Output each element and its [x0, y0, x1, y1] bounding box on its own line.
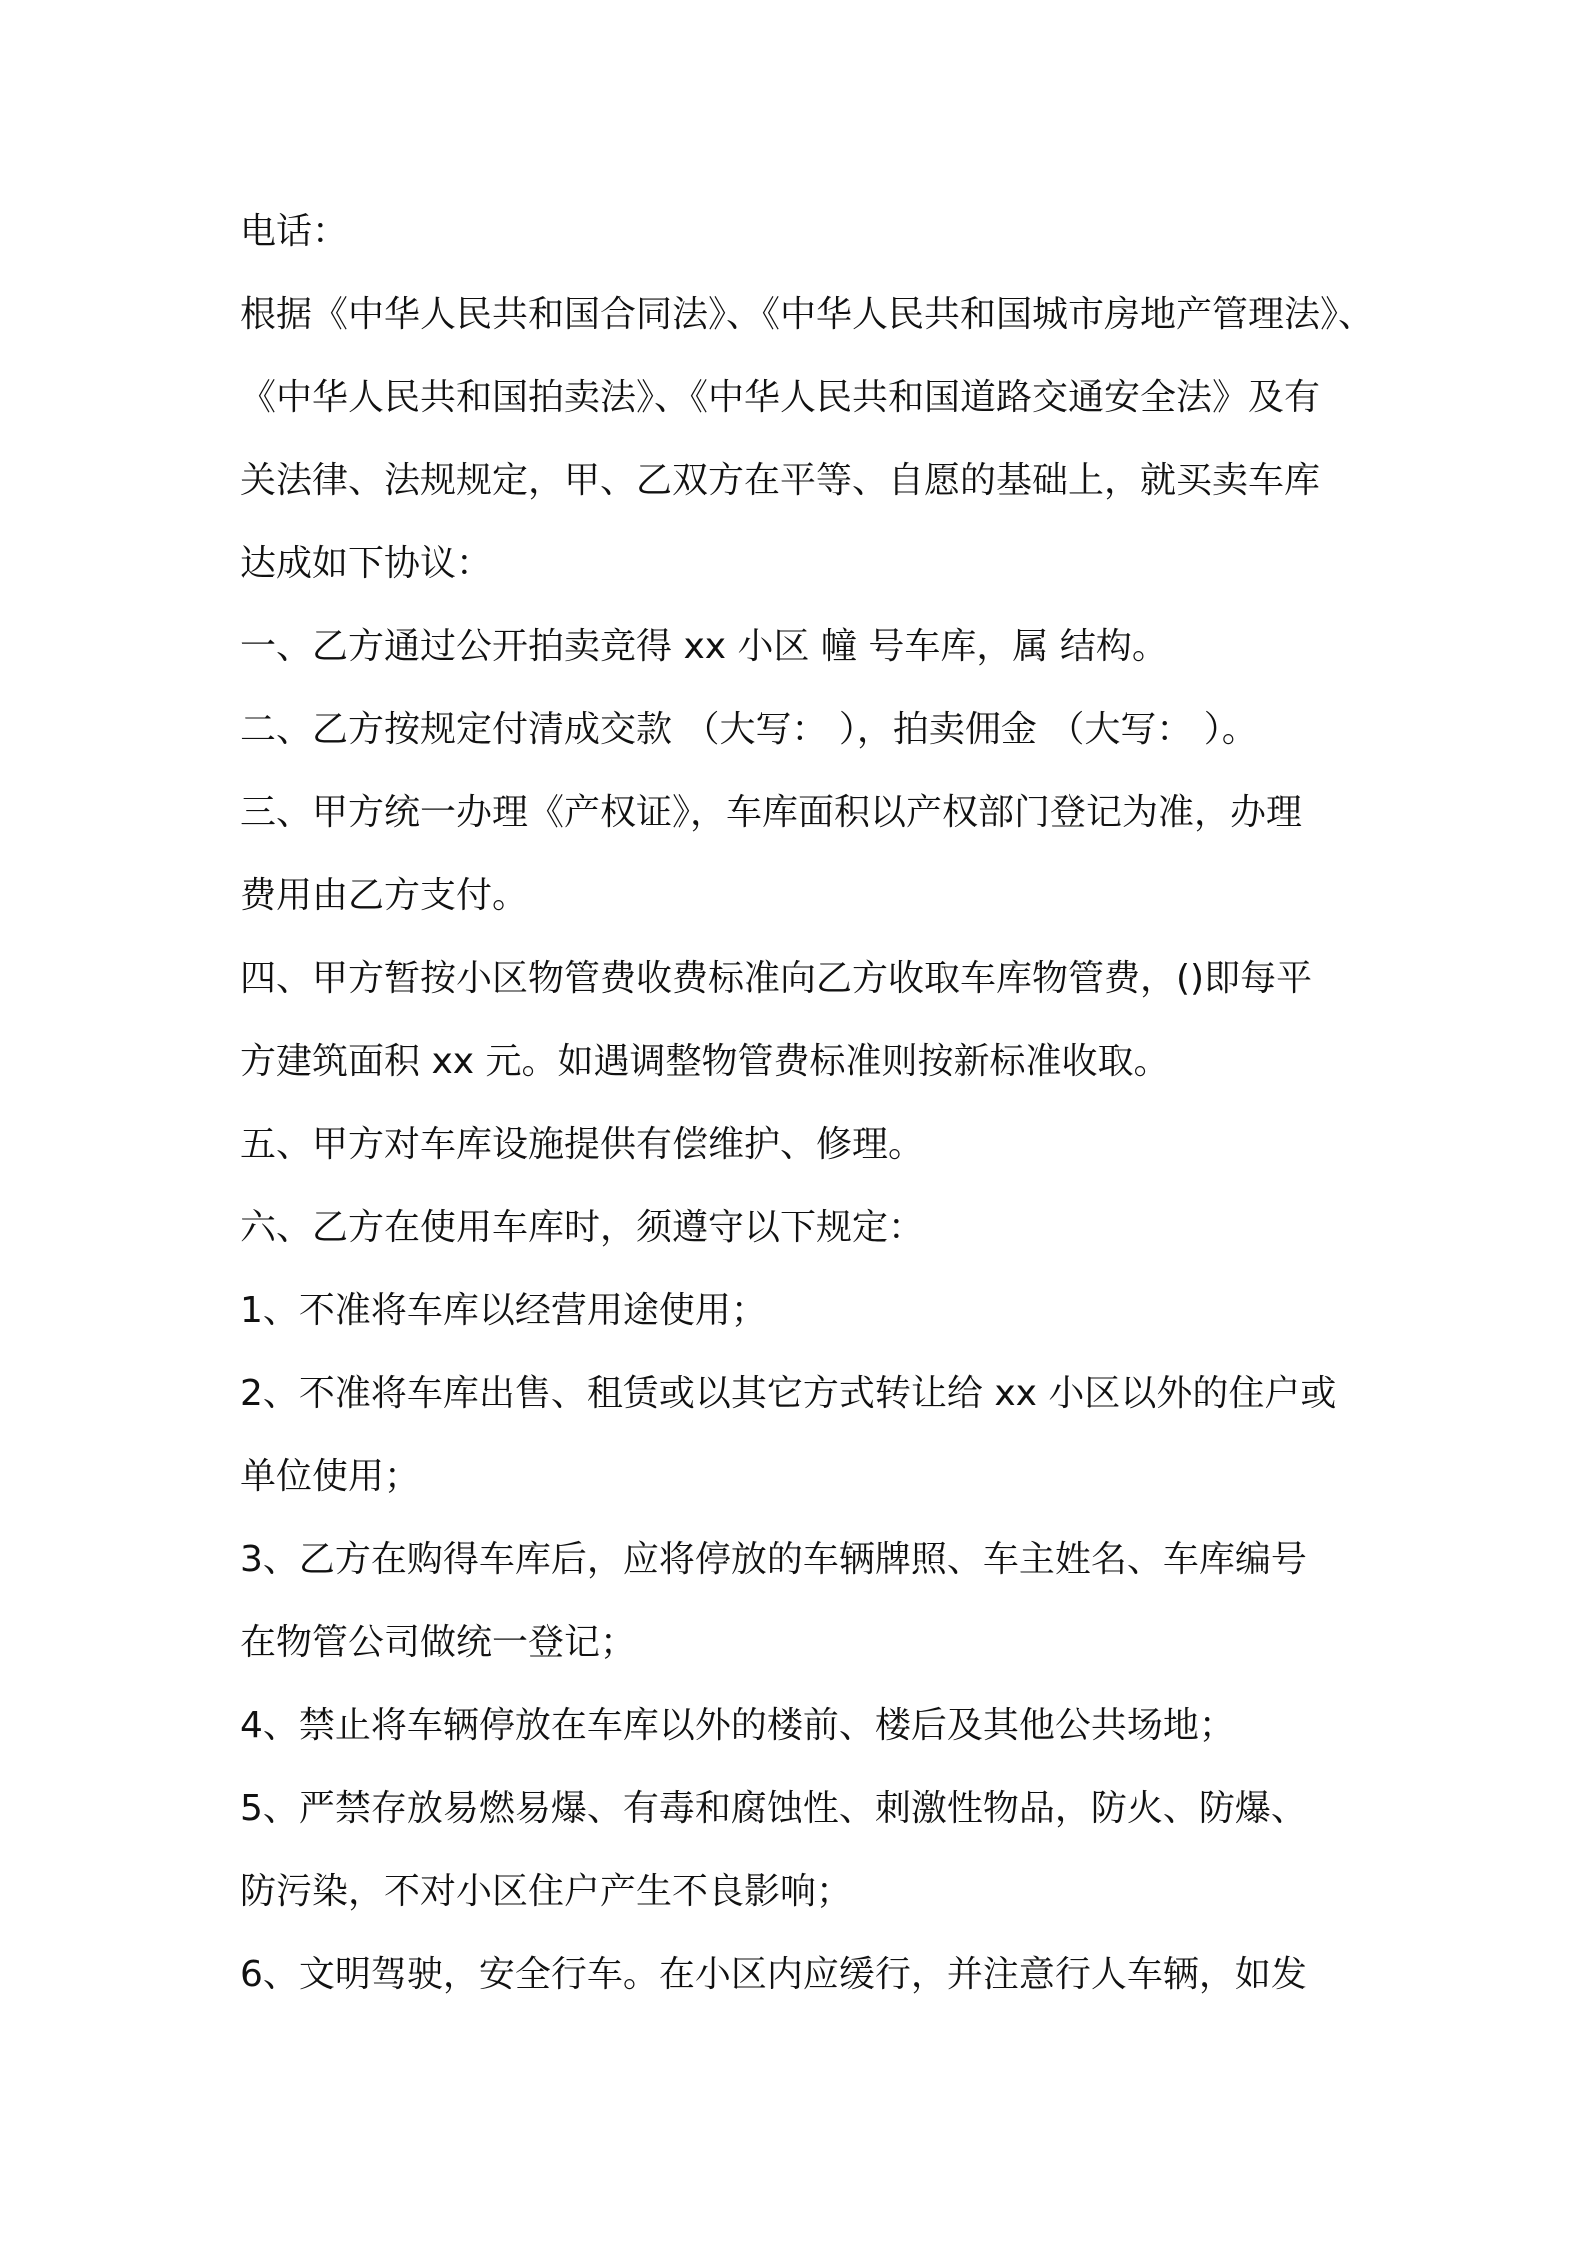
rule-3-line-2: 在物管公司做统一登记；	[240, 1622, 637, 1663]
preamble-line-2: 《中华人民共和国拍卖法》、《中华人民共和国道路交通安全法》及有	[240, 377, 1321, 418]
clause-4-line-2: 方建筑面积 xx 元。如遇调整物管费标准则按新标准收取。	[240, 1041, 1170, 1082]
preamble-line-1: 根据《中华人民共和国合同法》、《中华人民共和国城市房地产管理法》、	[240, 294, 1375, 335]
rule-5-line-2: 防污染，不对小区住户产生不良影响；	[240, 1871, 853, 1912]
document-body	[240, 190, 1380, 2016]
rule-1: 1、不准将车库以经营用途使用；	[240, 1290, 767, 1331]
rule-2-line-1: 2、不准将车库出售、租赁或以其它方式转让给 xx 小区以外的住户或	[240, 1373, 1337, 1414]
preamble-line-3: 关法律、法规规定，甲、乙双方在平等、自愿的基础上，就买卖车库	[240, 460, 1321, 501]
rule-2-line-2: 单位使用；	[240, 1456, 421, 1497]
preamble-line-4: 达成如下协议：	[240, 543, 493, 584]
phone-line: 电话：	[240, 211, 349, 252]
clause-1: 一、乙方通过公开拍卖竞得 xx 小区 幢 号车库，属 结构。	[240, 626, 1168, 667]
clause-3-line-1: 三、甲方统一办理《产权证》，车库面积以产权部门登记为准，办理	[240, 792, 1303, 833]
rule-3-line-1: 3、乙方在购得车库后，应将停放的车辆牌照、车主姓名、车库编号	[240, 1539, 1307, 1580]
clause-2: 二、乙方按规定付清成交款 （大写： ），拍卖佣金 （大写： ）。	[240, 709, 1258, 750]
clause-3-line-2: 费用由乙方支付。	[240, 875, 529, 916]
rule-4: 4、禁止将车辆停放在车库以外的楼前、楼后及其他公共场地；	[240, 1705, 1235, 1746]
clause-5: 五、甲方对车库设施提供有偿维护、修理。	[240, 1124, 925, 1165]
rule-6-line-1: 6、文明驾驶，安全行车。在小区内应缓行，并注意行人车辆，如发	[240, 1954, 1307, 1995]
rule-5-line-1: 5、严禁存放易燃易爆、有毒和腐蚀性、刺激性物品，防火、防爆、	[240, 1788, 1307, 1829]
clause-6: 六、乙方在使用车库时，须遵守以下规定：	[240, 1207, 925, 1248]
clause-4-line-1: 四、甲方暂按小区物管费收费标准向乙方收取车库物管费，()即每平	[240, 958, 1313, 999]
